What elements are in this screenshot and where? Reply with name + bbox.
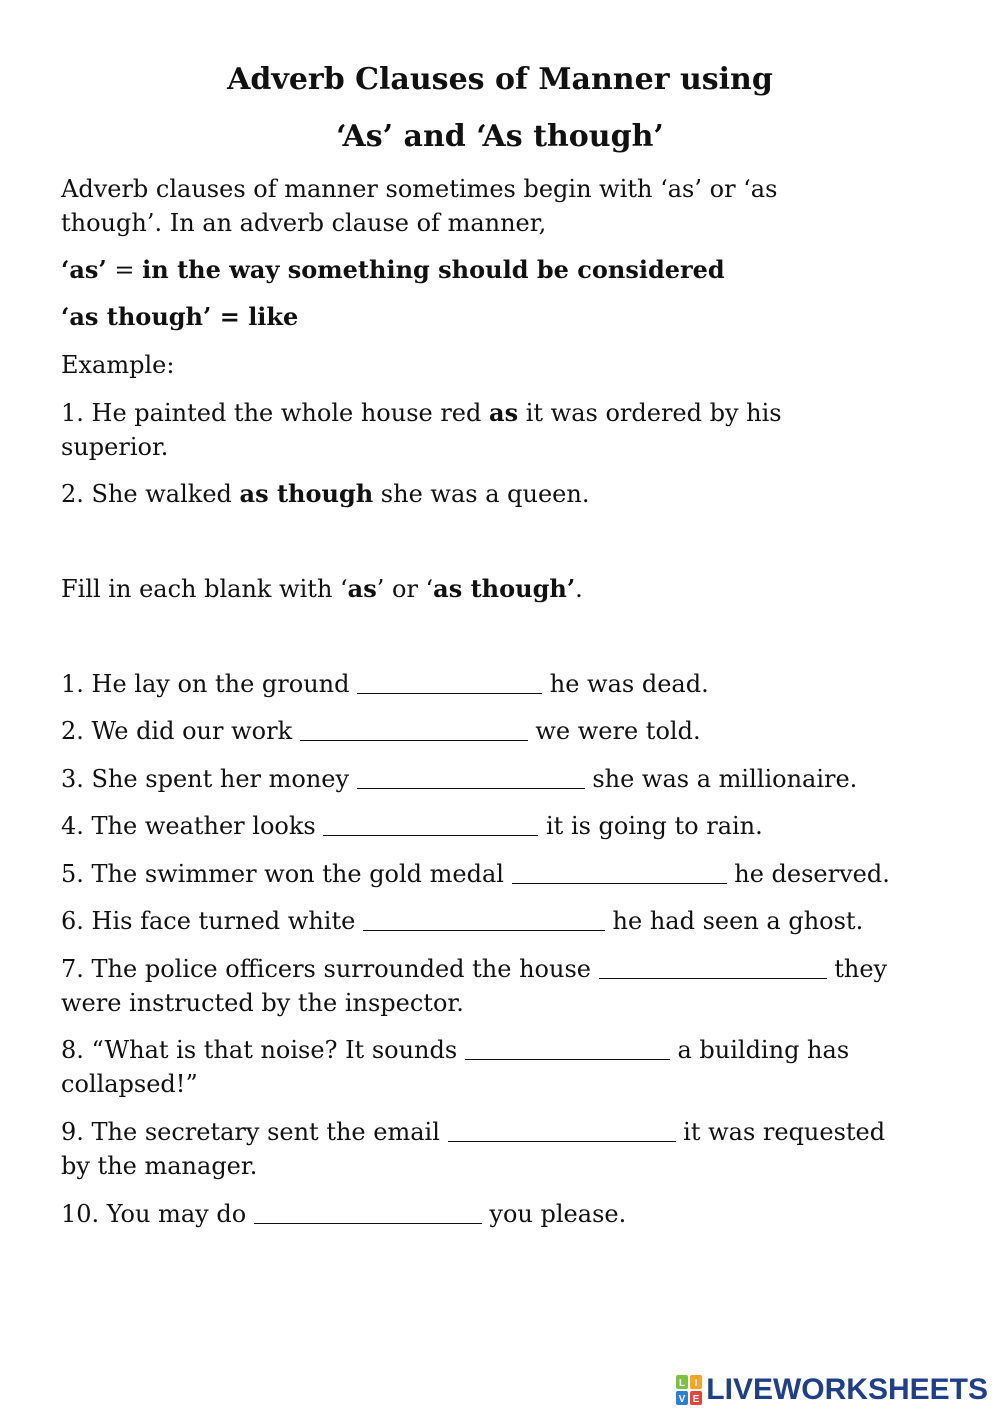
instruction-text: ’ or ‘ [376,575,434,603]
exercise-text: 7. The police officers surrounded the house [61,955,599,983]
example-text: 2. She walked [61,480,240,508]
svg-text:V: V [678,1394,686,1405]
liveworksheets-wordmark: LIVEWORKSHEETS [706,1373,988,1406]
definition-equals: = [106,256,143,284]
liveworksheets-logo-icon [676,1375,702,1405]
answer-blank[interactable] [300,739,528,741]
example-2 [61,477,941,511]
title-line-2: ‘As’ and ‘As though’ [336,119,664,154]
exercise-text: 2. We did our work [61,717,300,745]
title-line-1: Adverb Clauses of Manner using [227,62,773,97]
exercise-6 [61,904,941,938]
definition-as [61,253,941,287]
exercise-text: he had seen a ghost. [604,907,864,935]
exercise-text: he was dead. [542,670,709,698]
intro-line-2: though’. In an adverb clause of manner, [61,209,547,237]
instruction-option-as: as [347,574,377,603]
exercise-text: 6. His face turned white [61,907,363,935]
answer-blank[interactable] [512,882,727,884]
exercise-text: 4. The weather looks [61,812,324,840]
answer-blank[interactable] [357,787,585,789]
exercise-10 [61,1197,941,1231]
exercise-text: 8. “What is that noise? It sounds [61,1036,465,1064]
intro-line-1: Adverb clauses of manner sometimes begin with ‘as’ or ‘as [61,175,778,203]
exercise-text: she was a millionaire. [584,765,858,793]
exercise-text: 9. The secretary sent the email [61,1118,448,1146]
exercise-8 [61,1033,941,1101]
example-keyword: as though [239,479,374,508]
definition-term: ‘as’ [61,255,107,284]
answer-blank[interactable] [599,977,827,979]
liveworksheets-watermark [676,1374,988,1406]
example-keyword: as [489,398,519,427]
definition-as-though [61,300,941,334]
example-text: she was a queen. [373,480,590,508]
svg-text:I: I [694,1378,698,1389]
exercise-text: were instructed by the inspector. [61,989,464,1017]
exercise-9 [61,1115,941,1183]
exercise-text: 1. He lay on the ground [61,670,358,698]
exercise-text: by the manager. [61,1152,258,1180]
exercise-text: we were told. [527,717,701,745]
answer-blank[interactable] [363,929,605,931]
exercise-text: 5. The swimmer won the gold medal [61,860,512,888]
exercise-1 [61,667,941,701]
answer-blank[interactable] [323,834,538,836]
exercise-text: 3. She spent her money [61,765,357,793]
definition-equals: = [211,302,249,331]
exercise-text: 10. You may do [61,1200,254,1228]
instruction [61,572,941,606]
example-text: superior. [61,433,169,461]
exercise-7 [61,952,941,1020]
exercise-3 [61,762,941,796]
example-text: it was ordered by his [518,399,782,427]
answer-blank[interactable] [465,1058,670,1060]
exercise-2 [61,714,941,748]
exercise-text: they [826,955,888,983]
exercise-text: collapsed!” [61,1070,198,1098]
instruction-option-as-though: as though’ [433,574,576,603]
definition-meaning: like [248,302,299,331]
answer-blank[interactable] [254,1222,482,1224]
instruction-text: Fill in each blank with ‘ [61,575,348,603]
example-1 [61,396,941,464]
instruction-text: . [575,575,583,603]
answer-blank[interactable] [357,692,542,694]
definition-term: ‘as though’ [61,302,212,331]
exercise-text: it was requested [675,1118,886,1146]
svg-text:L: L [679,1378,686,1389]
definition-meaning: in the way something should be considered [142,255,725,284]
answer-blank[interactable] [448,1140,676,1142]
exercise-5 [61,857,941,891]
example-label: Example: [61,351,175,379]
exercise-text: you please. [481,1200,627,1228]
intro-paragraph [61,172,941,240]
svg-text:E: E [692,1394,700,1405]
exercise-text: he deserved. [726,860,890,888]
exercise-4 [61,809,941,843]
exercise-text: a building has [669,1036,850,1064]
example-text: 1. He painted the whole house red [61,399,490,427]
exercise-text: it is going to rain. [538,812,763,840]
